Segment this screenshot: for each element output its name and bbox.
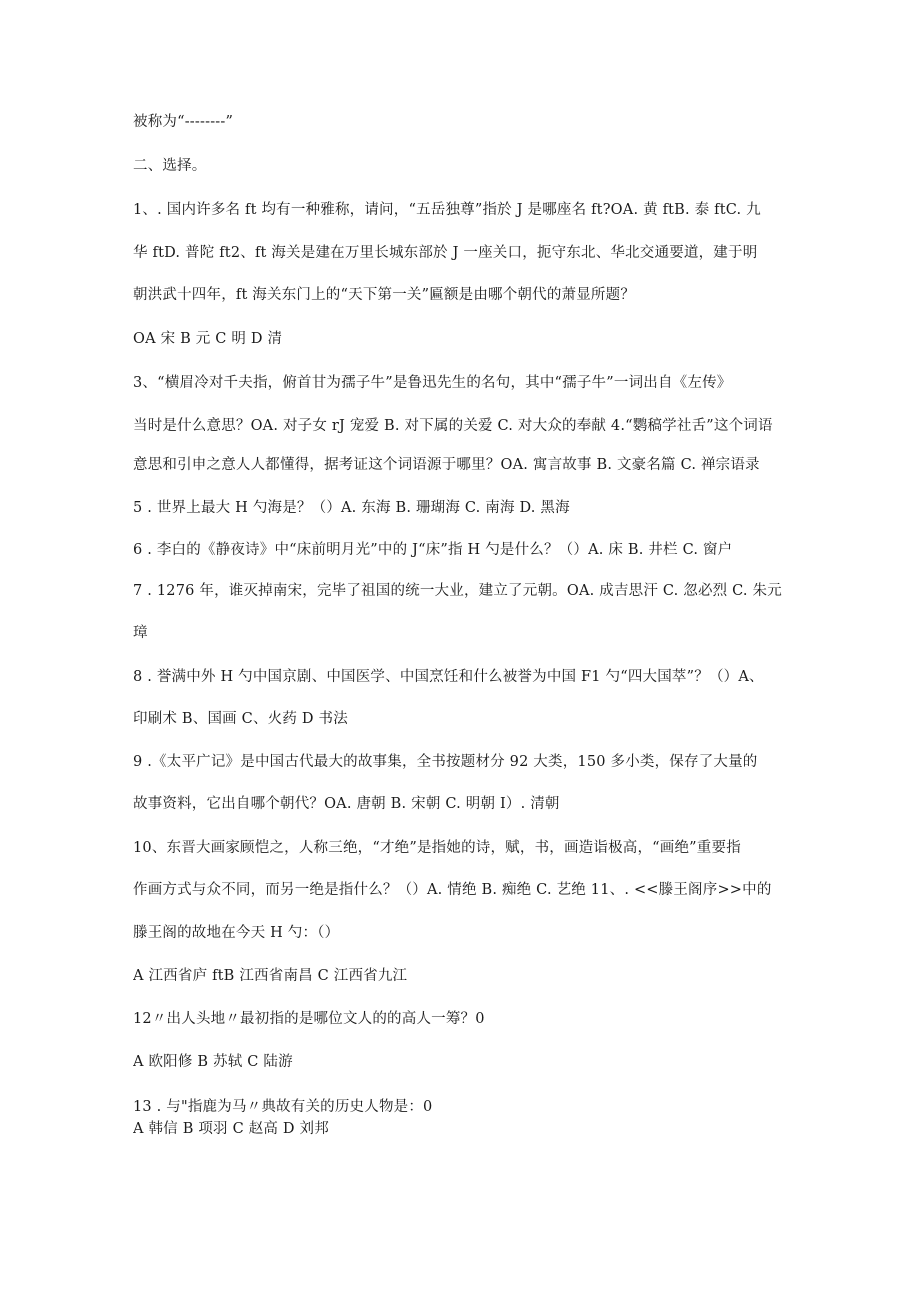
question-9-line-2: 故事资料，它出自哪个朝代？OA. 唐朝 B. 宋朝 C. 明朝 I）. 清朝 bbox=[133, 796, 560, 812]
question-13: 13 . 与"指鹿为马〃典故有关的历史人物是：0 bbox=[133, 1099, 433, 1115]
question-8-line-2: 印刷术 B、国画 C、火药 D 书法 bbox=[133, 711, 348, 727]
question-13-options: A 韩信 B 项羽 C 赵高 D 刘邦 bbox=[133, 1121, 329, 1137]
question-5: 5 . 世界上最大 H 勺海是？（）A. 东海 B. 珊瑚海 C. 南海 D. 黑海 bbox=[133, 500, 570, 516]
question-10-line-1: 10、东晋大画家顾恺之，人称三绝，“才绝”是指她的诗，赋，书，画造诣极高，“画绝”重要指 bbox=[133, 840, 741, 856]
question-12: 12〃出人头地〃最初指的是哪位文人的的高人一筹？0 bbox=[133, 1011, 485, 1027]
question-3-line-1: 3、“横眉冷对千夫指，俯首甘为孺子牛”是鲁迅先生的名句，其中“孺子牛”一词出自《左传》 bbox=[133, 375, 732, 391]
question-6: 6 . 李白的《静夜诗》中“床前明月光”中的 J“床”指 H 勺是什么？（）A. 床 B. 井栏 C. 窗户 bbox=[133, 542, 733, 558]
question-3-line-2: 当时是什么意思？OA. 对子女 rJ 宠爱 B. 对下属的关爱 C. 对大众的奉献 4.“鹦稿学社舌”这个词语 bbox=[133, 418, 773, 434]
question-4-line-2: 意思和引申之意人人都懂得，据考证这个词语源于哪里？OA. 寓言故事 B. 文豪名篇 C. 禅宗语录 bbox=[133, 457, 760, 473]
question-1-line-1: 1、. 国内许多名 ft 均有一种雅称，请问，“五岳独尊”指於 J 是哪座名 ft?OA. 黄 ftB. 泰 ftC. 九 bbox=[133, 202, 761, 218]
question-8-line-1: 8 . 誉满中外 H 勺中国京剧、中国医学、中国烹饪和什么被誉为中国 F1 勺“四大国萃”？（）A、 bbox=[133, 669, 764, 685]
question-7-line-1: 7 . 1276 年，谁灭掉南宋，完毕了祖国的统一大业，建立了元朝。OA. 成吉思汗 C. 忽必烈 C. 朱元 bbox=[133, 583, 782, 599]
question-11-options: A 江西省庐 ftB 江西省南昌 C 江西省九江 bbox=[133, 968, 408, 984]
question-7-line-2: 璋 bbox=[133, 625, 148, 641]
question-10-line-2: 作画方式与众不同，而另一绝是指什么？（）A. 情绝 B. 痴绝 C. 艺绝 11、. <<滕王阁序>>中的 bbox=[133, 882, 772, 898]
question-2-line-2: 朝洪武十四年，ft 海关东门上的“天下第一关”匾额是由哪个朝代的萧显所题？ bbox=[133, 287, 636, 303]
question-1-line-2: 华 ftD. 普陀 ft2、ft 海关是建在万里长城东部於 J 一座关口，扼守东北、华北交通要道，建于明 bbox=[133, 245, 758, 261]
question-2-options: OA 宋 B 元 C 明 D 清 bbox=[133, 331, 283, 347]
question-9-line-1: 9 .《太平广记》是中国古代最大的故事集，全书按题材分 92 大类，150 多小类，保存了大量的 bbox=[133, 754, 758, 770]
section-heading-choice: 二、选择。 bbox=[133, 158, 207, 174]
question-11-line-2: 滕王阁的故地在今天 H 勺：（） bbox=[133, 925, 340, 941]
question-12-options: A 欧阳修 B 苏轼 C 陆游 bbox=[133, 1054, 293, 1070]
text-line-fill-blank: 被称为“--------” bbox=[133, 114, 234, 130]
